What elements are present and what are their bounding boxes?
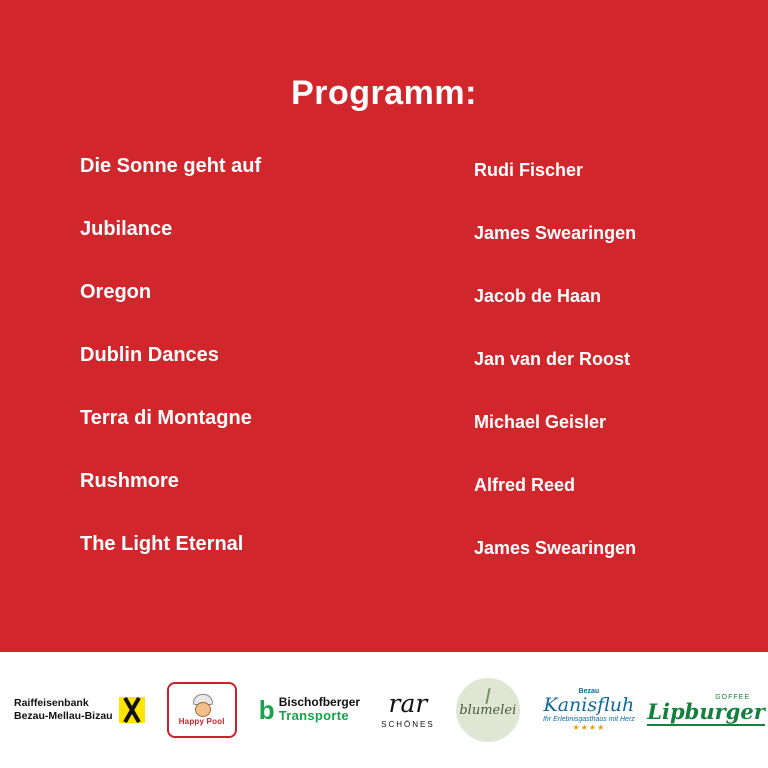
piece-composer: Michael Geisler [474,412,607,432]
sponsor-logo-happy-pool [166,675,238,745]
piece-title: The Light Eternal [80,533,244,555]
sponsor-logo-rar-schoenes [381,675,435,745]
chef-icon [189,694,215,716]
sponsor-line-2: Bezau-Mellau-Bizau [14,710,113,722]
piece-composer: Alfred Reed [474,475,576,495]
raiffeisen-gable-cross-icon [119,697,145,723]
sponsor-line-1: rar [388,689,428,718]
sponsor-logo-bischofberger-transporte [259,675,360,745]
sponsor-line-3: Ihr Erlebnisgasthaus mit Herz [542,715,635,723]
sponsor-line-1: Raiffeisenbank [14,696,89,709]
sponsor-logo-kanisfluh [541,675,637,745]
piece-title: Terra di Montagne [80,407,252,429]
piece-title: Jubilance [80,218,173,240]
star-rating: ★★★★ [572,722,606,732]
sponsor-line-2: Lipburger [647,701,765,726]
sponsor-logo-blumelei [456,675,520,745]
program-list [0,155,768,596]
program-row [0,155,768,218]
program-row [0,344,768,407]
piece-composer: James Swearingen [474,538,637,558]
piece-title: Dublin Dances [80,344,219,366]
piece-title: Oregon [80,281,152,303]
program-row [0,281,768,344]
program-row [0,218,768,281]
sponsor-logo-lipburger [647,675,765,745]
sponsor-line-1: Bischofberger [278,694,361,709]
piece-title: Die Sonne geht auf [80,155,262,177]
piece-composer: Rudi Fischer [474,160,584,180]
piece-composer: James Swearingen [474,223,637,243]
piece-composer: Jacob de Haan [474,286,602,306]
program-row [0,407,768,470]
sponsor-logo-raiffeisenbank [14,675,145,745]
program-row [0,470,768,533]
sponsor-line-1: Bezau [578,688,600,696]
sponsor-bar [0,652,768,768]
program-row [0,533,768,596]
sponsor-line-2: SCHÖNES [381,720,435,729]
sponsor-line-1: Happy Pool [178,717,225,726]
bischofberger-monogram-icon: b [258,695,275,725]
sponsor-line-1: GOFFEE [715,693,750,701]
piece-title: Rushmore [80,470,179,492]
piece-composer: Jan van der Roost [474,349,631,369]
page-title: Programm: [291,74,477,112]
sponsor-line-1: blumelei [459,702,517,718]
sponsor-line-2: Kanisfluh [543,694,635,717]
sponsor-line-2: Transporte [278,708,349,724]
